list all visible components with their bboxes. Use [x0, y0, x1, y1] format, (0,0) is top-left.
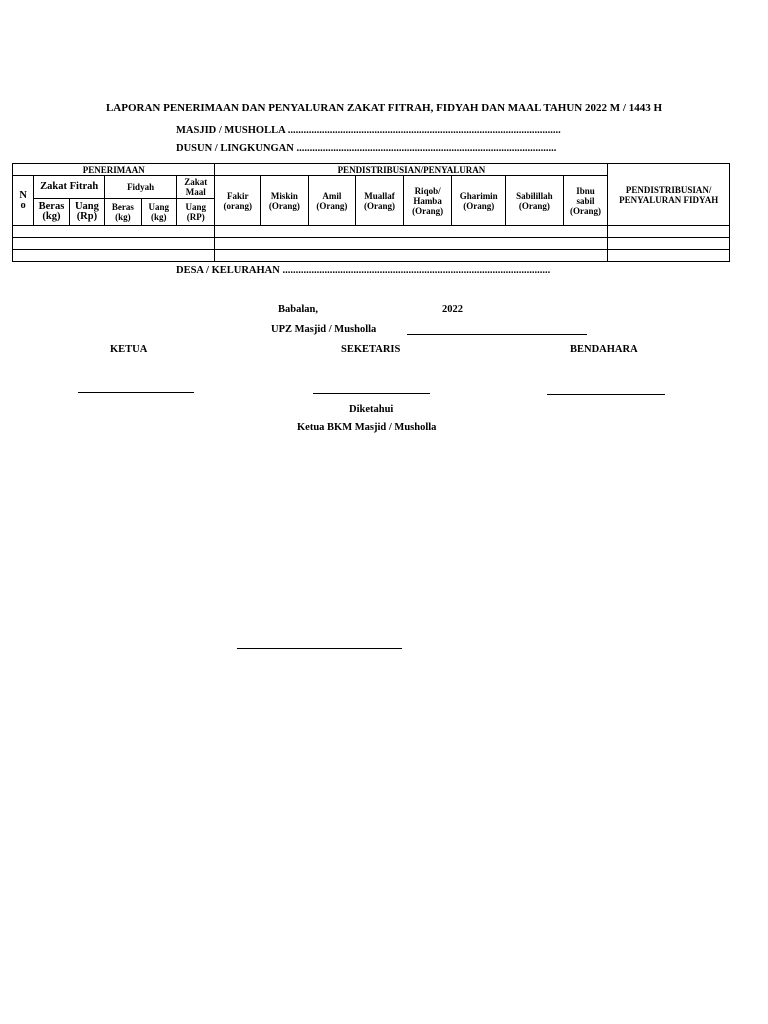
penerimaan-cell [13, 238, 215, 250]
penerimaan-header: PENERIMAAN [13, 164, 215, 176]
asnaf-muallaf: Muallaf (Orang) [356, 176, 404, 226]
bendahara-label: BENDAHARA [570, 344, 638, 355]
asnaf-gharimin: Gharimin (Orang) [452, 176, 506, 226]
asnaf-ibnu-sabil: Ibnu sabil (Orang) [563, 176, 608, 226]
upz-label: UPZ Masjid / Musholla [271, 324, 377, 335]
asnaf-riqob: Riqob/ Hamba (Orang) [403, 176, 452, 226]
zf-beras-header: Beras (kg) [34, 199, 69, 226]
ketua-label: KETUA [110, 344, 148, 355]
fidyah-cell [608, 238, 730, 250]
zakat-fitrah-header: Zakat Fitrah [34, 176, 105, 199]
report-table [12, 163, 730, 262]
table-row [13, 226, 730, 238]
asnaf-amil: Amil (Orang) [308, 176, 356, 226]
sekretaris-label: SEKETARIS [341, 344, 401, 355]
masjid-line: MASJID / MUSHOLLA ........................................................................................................ [176, 125, 561, 136]
fidyah-beras-header: Beras (kg) [105, 199, 141, 226]
dusun-line: DUSUN / LINGKUNGAN ................................................................................................... [176, 143, 557, 154]
table-row [13, 250, 730, 262]
report-title: LAPORAN PENERIMAAN DAN PENYALURAN ZAKAT FITRAH, FIDYAH DAN MAAL TAHUN 2022 M / 1443 H [105, 102, 663, 114]
ketua-bkm-label: Ketua BKM Masjid / Musholla [297, 422, 437, 433]
ketua-bkm-signature-line [237, 648, 402, 649]
fidyah-header: Fidyah [105, 176, 177, 199]
desa-line: DESA / KELURAHAN ...................................................................................................... [176, 265, 551, 276]
penyaluran-cell [215, 250, 608, 262]
place-date: Babalan, [278, 304, 318, 315]
diketahui-label: Diketahui [349, 404, 394, 415]
penerimaan-cell [13, 226, 215, 238]
zf-uang-header: Uang (Rp) [69, 199, 104, 226]
bendahara-signature-line [547, 394, 665, 395]
penyaluran-cell [215, 226, 608, 238]
asnaf-sabilillah: Sabilillah (Orang) [506, 176, 564, 226]
maal-uang-header: Uang (RP) [177, 199, 215, 226]
asnaf-fakir: Fakir (orang) [215, 176, 261, 226]
year: 2022 [442, 304, 463, 315]
fidyah-cell [608, 226, 730, 238]
zakat-maal-header: Zakat Maal [177, 176, 215, 199]
penerimaan-cell [13, 250, 215, 262]
sekretaris-signature-line [313, 393, 430, 394]
no-header: No [13, 176, 34, 226]
pendistribusian-fidyah-header: PENDISTRIBUSIAN/ PENYALURAN FIDYAH [608, 164, 730, 226]
penyaluran-cell [215, 238, 608, 250]
asnaf-miskin: Miskin (Orang) [261, 176, 309, 226]
pendistribusian-header: PENDISTRIBUSIAN/PENYALURAN [215, 164, 608, 176]
fidyah-cell [608, 250, 730, 262]
upz-signature-line [407, 334, 587, 335]
ketua-signature-line [78, 392, 194, 393]
fidyah-uang-header: Uang (kg) [141, 199, 176, 226]
table-row [13, 238, 730, 250]
